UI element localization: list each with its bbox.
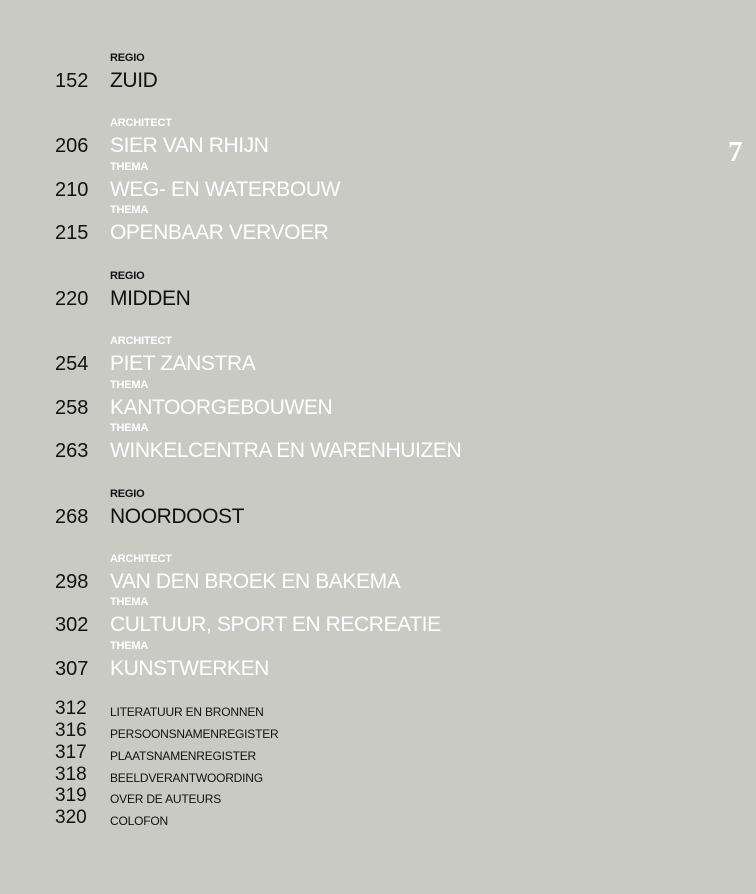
entry-title: VAN DEN BROEK EN BAKEMA xyxy=(110,570,401,593)
entry-page: 258 xyxy=(55,397,89,419)
entry-page: 206 xyxy=(55,135,89,157)
toc-entry[interactable] xyxy=(0,204,756,254)
entry-page: 220 xyxy=(55,288,89,310)
toc-entry[interactable] xyxy=(0,422,756,472)
entry-category: THEMA xyxy=(110,596,149,608)
entry-title: OPENBAAR VERVOER xyxy=(110,221,329,244)
appendix-item[interactable] xyxy=(0,699,756,721)
entry-category: THEMA xyxy=(110,161,149,173)
entry-category: THEMA xyxy=(110,640,149,652)
appendix-page: 319 xyxy=(55,785,87,806)
entry-page: 268 xyxy=(55,506,89,528)
toc-entry[interactable] xyxy=(0,335,756,385)
appendix-label: PLAATSNAMENREGISTER xyxy=(110,749,257,763)
toc-entry[interactable] xyxy=(0,270,756,320)
entry-page: 215 xyxy=(55,222,89,244)
entry-title: CULTUUR, SPORT EN RECREATIE xyxy=(110,613,441,636)
entry-title: SIER VAN RHIJN xyxy=(110,134,269,157)
appendix-item[interactable] xyxy=(0,765,756,787)
entry-page: 302 xyxy=(55,614,89,636)
appendix-item[interactable] xyxy=(0,786,756,808)
entry-category: THEMA xyxy=(110,204,149,216)
entry-title: PIET ZANSTRA xyxy=(110,352,256,375)
entry-category: REGIO xyxy=(110,488,145,500)
appendix-item[interactable] xyxy=(0,721,756,743)
entry-category: ARCHITECT xyxy=(110,335,172,347)
appendix-label: OVER DE AUTEURS xyxy=(110,792,222,806)
appendix-item[interactable] xyxy=(0,743,756,765)
appendix-page: 320 xyxy=(55,807,87,828)
page-number: 7 xyxy=(728,136,743,168)
entry-category: REGIO xyxy=(110,270,145,282)
appendix-page: 317 xyxy=(55,742,87,763)
appendix-page: 312 xyxy=(55,698,87,719)
entry-page: 210 xyxy=(55,179,89,201)
entry-title: MIDDEN xyxy=(110,287,191,310)
appendix-label: PERSOONSNAMENREGISTER xyxy=(110,727,279,741)
entry-page: 152 xyxy=(55,70,89,92)
appendix-label: LITERATUUR EN BRONNEN xyxy=(110,705,264,719)
entry-category: THEMA xyxy=(110,422,149,434)
appendix-label: BEELDVERANTWOORDING xyxy=(110,771,263,785)
toc-entry[interactable] xyxy=(0,117,756,167)
appendix-item[interactable] xyxy=(0,808,756,830)
entry-title: WEG- EN WATERBOUW xyxy=(110,178,341,201)
entry-category: ARCHITECT xyxy=(110,553,172,565)
entry-category: ARCHITECT xyxy=(110,117,172,129)
entry-title: WINKELCENTRA EN WARENHUIZEN xyxy=(110,439,462,462)
entry-title: KUNSTWERKEN xyxy=(110,657,269,680)
appendix-label: COLOFON xyxy=(110,814,168,828)
entry-title: KANTOORGEBOUWEN xyxy=(110,396,333,419)
entry-category: REGIO xyxy=(110,52,145,64)
entry-page: 263 xyxy=(55,440,89,462)
appendix-page: 316 xyxy=(55,720,87,741)
toc-entry[interactable] xyxy=(0,488,756,538)
appendix-page: 318 xyxy=(55,764,87,785)
entry-page: 307 xyxy=(55,658,89,680)
toc-entry[interactable] xyxy=(0,596,756,646)
entry-page: 298 xyxy=(55,571,89,593)
entry-page: 254 xyxy=(55,353,89,375)
entry-category: THEMA xyxy=(110,379,149,391)
entry-title: ZUID xyxy=(110,69,158,92)
entry-title: NOORDOOST xyxy=(110,505,245,528)
toc-entry[interactable] xyxy=(0,52,756,102)
toc-entry[interactable] xyxy=(0,640,756,690)
